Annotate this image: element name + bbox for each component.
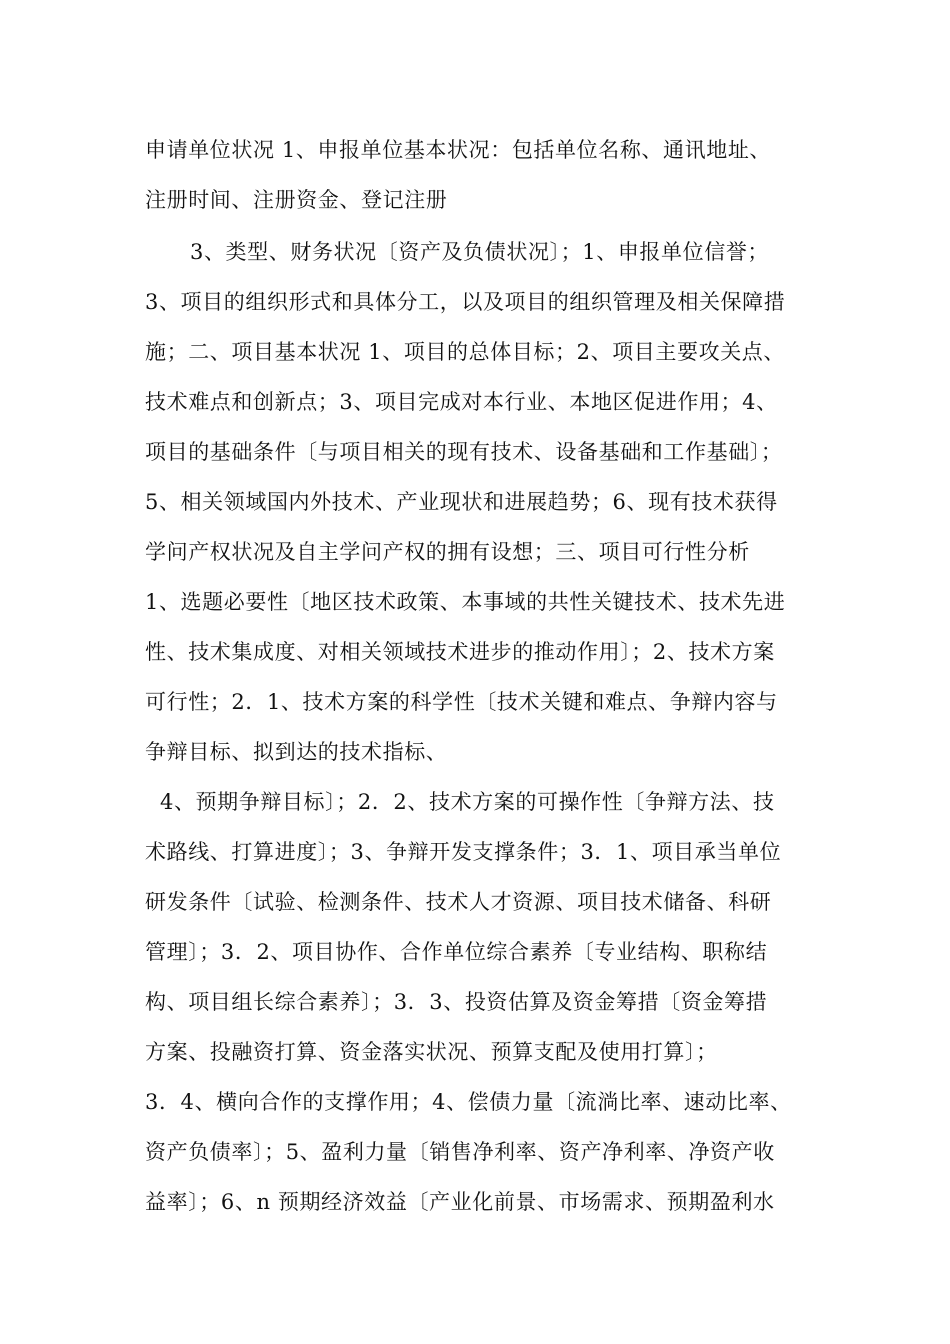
text-line: 3、项目的组织形式和具体分工，以及项目的组织管理及相关保障措 [145,290,786,314]
text-line: 资产负债率〕；5、盈利力量〔销售净利率、资产净利率、净资产收 [145,1140,775,1164]
text-line: 3、类型、财务状况〔资产及负债状况〕；1、申报单位信誉； [190,240,770,264]
text-line: 注册时间、注册资金、登记注册 [145,188,448,212]
text-line: 1、选题必要性〔地区技术政策、本事域的共性关键技术、技术先进 [145,590,786,614]
text-line: 技术难点和创新点；3、项目完成对本行业、本地区促进作用；4、 [145,390,778,414]
text-line: 术路线、打算进度〕；3、争辩开发支撑条件；3．1、项目承当单位 [145,840,782,864]
text-line: 性、技术集成度、对相关领域技术进步的推动作用〕；2、技术方案 [145,640,775,664]
text-line: 益率〕；6、n 预期经济效益〔产业化前景、市场需求、预期盈利水 [145,1190,775,1214]
text-line: 3．4、横向合作的支撑作用；4、偿债力量〔流淌比率、速动比率、 [145,1090,792,1114]
text-line: 施；二、项目基本状况 1、项目的总体目标；2、项目主要攻关点、 [145,340,785,364]
text-line: 管理〕；3．2、项目协作、合作单位综合素养〔专业结构、职称结 [145,940,768,964]
text-line: 4、预期争辩目标〕；2．2、技术方案的可操作性〔争辩方法、技 [160,790,775,814]
text-line: 5、相关领域国内外技术、产业现状和进展趋势；6、现有技术获得 [145,490,778,514]
text-line: 方案、投融资打算、资金落实状况、预算支配及使用打算〕； [145,1040,718,1064]
text-line: 研发条件〔试验、检测条件、技术人才资源、项目技术储备、科研 [145,890,772,914]
text-line: 争辩目标、拟到达的技术指标、 [145,740,448,764]
text-line: 申请单位状况 1、申报单位基本状况：包括单位名称、通讯地址、 [145,138,772,162]
text-line: 项目的基础条件〔与项目相关的现有技术、设备基础和工作基础〕； [145,440,783,464]
text-line: 学问产权状况及自主学问产权的拥有设想；三、项目可行性分析 [145,540,750,564]
text-line: 构、项目组长综合素养〕；3．3、投资估算及资金筹措〔资金筹措 [145,990,768,1014]
text-line: 可行性；2．1、技术方案的科学性〔技术关键和难点、争辩内容与 [145,690,778,714]
